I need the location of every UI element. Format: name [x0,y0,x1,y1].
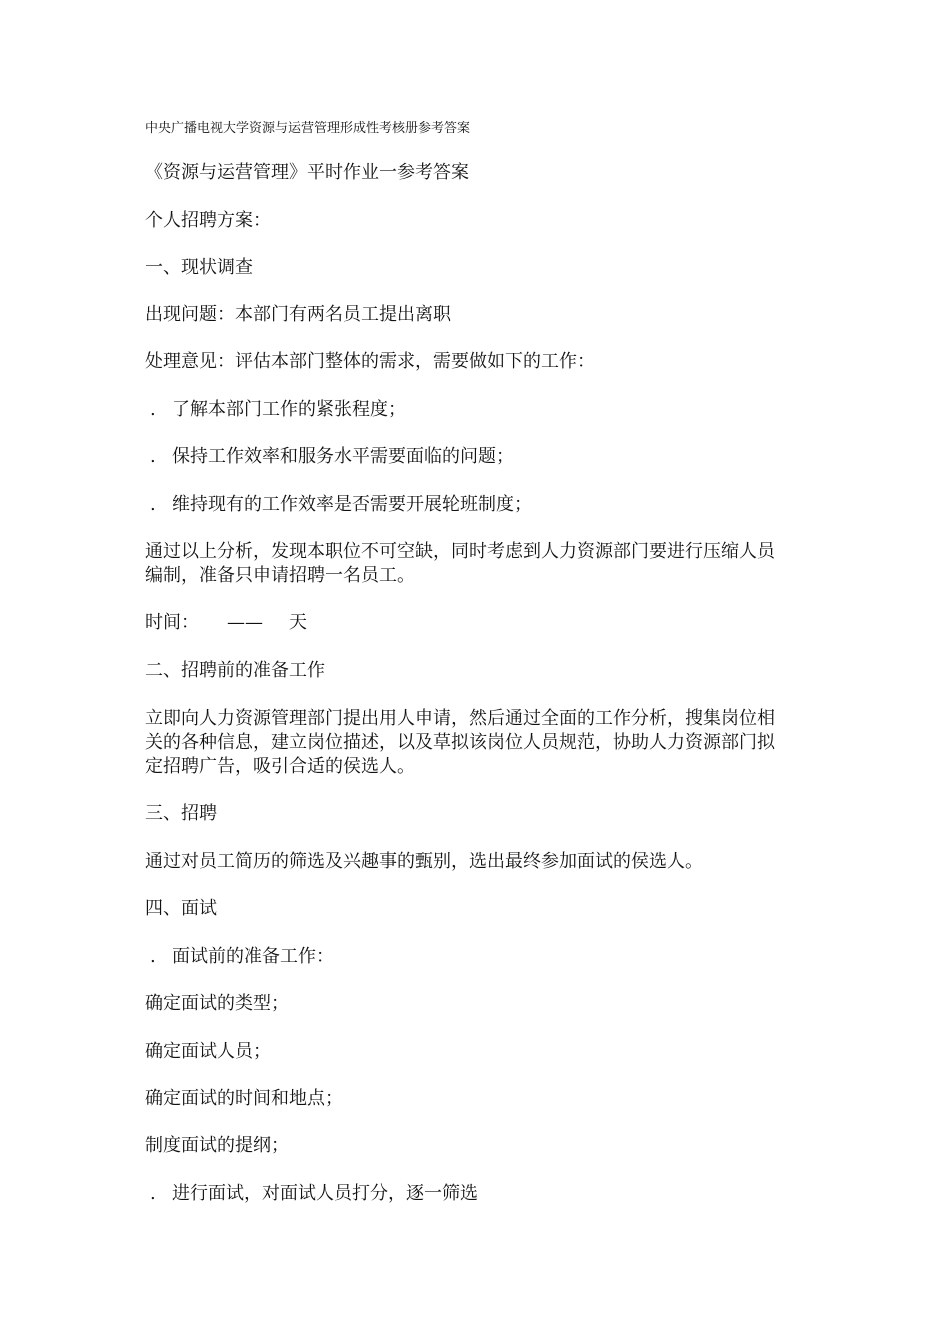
prep-line: 定招聘广告，吸引合适的侯选人。 [145,756,415,777]
time-unit: 天 [289,612,307,633]
opinion-item-text: 保持工作效率和服务水平需要面临的问题； [172,446,514,467]
bullet-marker: . [150,494,156,515]
opinion-item-text: 了解本部门工作的紧张程度； [172,399,406,420]
recruit-text: 通过对员工简历的筛选及兴趣事的甄别，选出最终参加面试的侯选人。 [145,851,703,872]
interview-conduct-item [150,1182,478,1206]
interview-conduct-text: 进行面试，对面试人员打分，逐一筛选 [172,1183,478,1204]
interview-step: 制度面试的提纲； [145,1135,289,1156]
opinion-item [150,398,406,422]
opinion-item [150,445,514,469]
opinion-text: 处理意见：评估本部门整体的需求，需要做如下的工作： [145,351,595,372]
bullet-marker: . [150,1183,156,1204]
interview-prep-text: 面试前的准备工作： [172,946,334,967]
section-3-heading: 三、招聘 [145,803,217,824]
document-header: 中央广播电视大学资源与运营管理形成性考核册参考答案 [145,121,471,136]
section-1-heading: 一、现状调查 [145,257,253,278]
section-personal-plan: 个人招聘方案： [145,210,271,231]
analysis-line: 通过以上分析，发现本职位不可空缺，同时考虑到人力资源部门要进行压缩人员 [145,541,775,562]
interview-step: 确定面试的时间和地点； [145,1088,343,1109]
bullet-marker: . [150,399,156,420]
bullet-marker: . [150,446,156,467]
document-title: 《资源与运营管理》平时作业一参考答案 [145,162,469,183]
opinion-item-text: 维持现有的工作效率是否需要开展轮班制度； [172,494,532,515]
prep-line: 关的各种信息，建立岗位描述，以及草拟该岗位人员规范，协助人力资源部门拟 [145,732,775,753]
interview-step: 确定面试人员； [145,1041,271,1062]
prep-line: 立即向人力资源管理部门提出用人申请，然后通过全面的工作分析，搜集岗位相 [145,708,775,729]
analysis-line: 编制，准备只申请招聘一名员工。 [145,565,415,586]
time-line [145,611,307,635]
bullet-marker: . [150,946,156,967]
section-4-heading: 四、面试 [145,898,217,919]
opinion-item [150,493,532,517]
problem-text: 出现问题：本部门有两名员工提出离职 [145,304,451,325]
section-2-heading: 二、招聘前的准备工作 [145,660,325,681]
time-label: 时间： [145,612,199,633]
interview-prep-item [150,945,334,969]
interview-step: 确定面试的类型； [145,993,289,1014]
time-dash: —— [227,612,263,633]
